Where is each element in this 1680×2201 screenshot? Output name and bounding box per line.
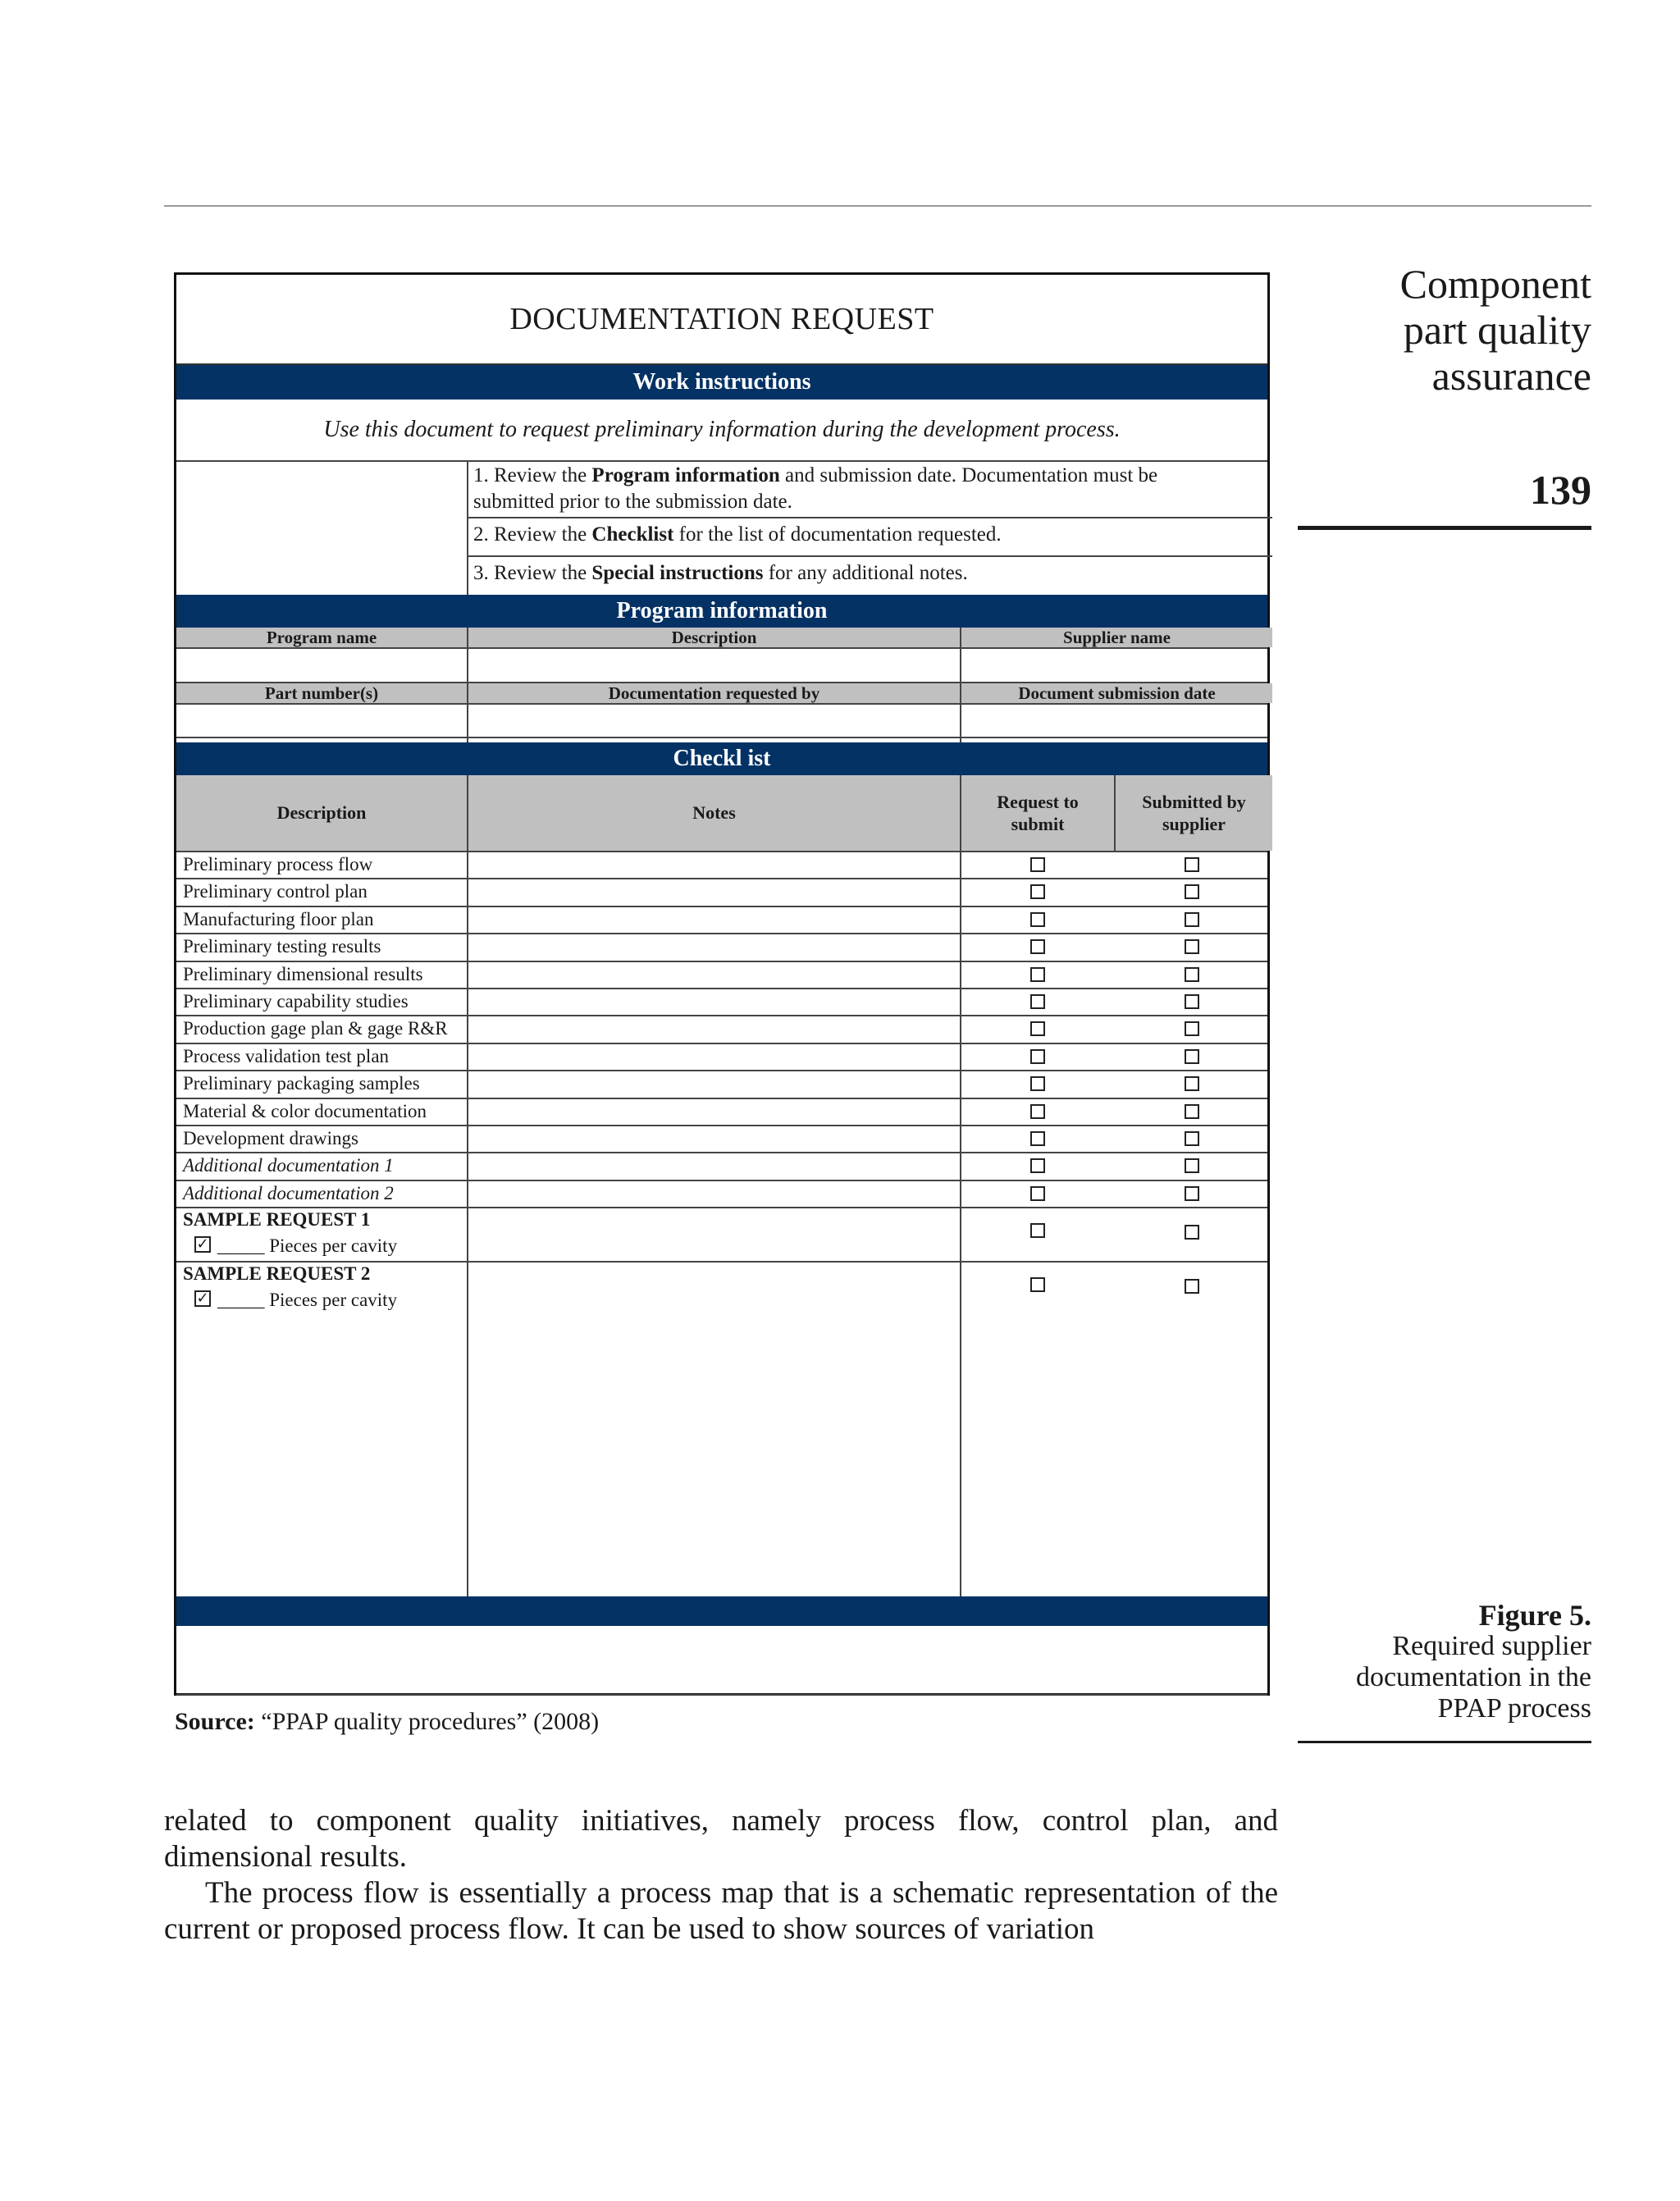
instruction-text: for the list of documentation requested. <box>673 523 1002 546</box>
instruction-text: 3. Review the <box>473 562 592 584</box>
col-label-line: supplier <box>1162 814 1226 834</box>
supplier-name-label: Supplier name <box>961 628 1272 647</box>
request-checkbox[interactable] <box>1030 1076 1045 1091</box>
instruction-3 <box>473 560 968 587</box>
page-number-rule <box>1298 526 1591 530</box>
checklist-item-label: Material & color documentation <box>183 1100 427 1121</box>
pieces-per-cavity: _____ Pieces per cavity <box>217 1235 398 1257</box>
program-name-label: Program name <box>176 628 467 647</box>
instruction-bold: Special instructions <box>591 562 764 584</box>
instruction-text: submitted prior to the submission date. <box>473 491 792 513</box>
divider <box>176 1043 1267 1044</box>
divider <box>176 933 1267 934</box>
checklist-item-label: Additional documentation 1 <box>183 1155 394 1176</box>
submitted-checkbox[interactable] <box>1185 939 1199 954</box>
submitted-by-supplier-col <box>1116 775 1272 851</box>
running-title-line: assurance <box>1431 353 1591 399</box>
divider <box>467 851 468 1596</box>
instruction-bold: Checklist <box>591 523 674 546</box>
sample-request-title: SAMPLE REQUEST 2 <box>183 1263 371 1285</box>
caption-line: documentation in the <box>1355 1662 1591 1692</box>
divider <box>176 1070 1267 1071</box>
submitted-checkbox[interactable] <box>1185 1104 1199 1119</box>
divider <box>960 851 961 1596</box>
divider <box>467 517 1272 518</box>
instruction-text: 1. Review the <box>473 464 592 486</box>
divider <box>176 988 1267 989</box>
request-checkbox[interactable] <box>1030 912 1045 927</box>
divider <box>176 1125 1267 1126</box>
divider <box>176 1152 1267 1153</box>
sample-request-title: SAMPLE REQUEST 1 <box>183 1209 371 1231</box>
instruction-2 <box>473 522 1002 548</box>
divider <box>176 460 1267 462</box>
part-numbers-label: Part number(s) <box>176 683 467 703</box>
request-to-submit-col <box>961 775 1114 851</box>
header-rule <box>164 205 1591 207</box>
submitted-checkbox[interactable] <box>1185 1131 1199 1146</box>
divider <box>176 878 1267 879</box>
submitted-checkbox[interactable] <box>1185 1076 1199 1091</box>
submitted-checkbox[interactable] <box>1185 1049 1199 1064</box>
form-title: DOCUMENTATION REQUEST <box>176 275 1267 365</box>
running-title <box>1263 261 1591 399</box>
request-checkbox[interactable] <box>1030 1049 1045 1064</box>
request-checkbox[interactable] <box>1030 1186 1045 1201</box>
program-info-header: Program information <box>176 595 1267 628</box>
source-text: “PPAP quality procedures” (2008) <box>254 1708 600 1735</box>
checklist-item-label: Production gage plan & gage R&R <box>183 1018 448 1039</box>
checklist-item-label: Additional documentation 2 <box>183 1182 394 1203</box>
checklist-item-label: Preliminary process flow <box>183 854 373 874</box>
checklist-item-label: Process validation test plan <box>183 1045 390 1066</box>
figure-label: Figure 5. <box>1478 1599 1591 1632</box>
instruction-1 <box>473 463 1157 515</box>
pieces-per-cavity: _____ Pieces per cavity <box>217 1290 398 1311</box>
divider <box>467 555 1272 557</box>
submitted-checkbox[interactable] <box>1185 1279 1199 1294</box>
divider <box>176 703 1267 705</box>
instruction-text: and submission date. Documentation must be <box>779 464 1158 486</box>
request-checkbox[interactable] <box>1030 1158 1045 1173</box>
submitted-checkbox[interactable] <box>1185 857 1199 872</box>
checklist-item-label: Preliminary control plan <box>183 881 368 902</box>
divider <box>176 1207 1267 1208</box>
instruction-bold: Program information <box>591 464 780 486</box>
divider <box>176 851 1267 852</box>
submitted-checkbox[interactable] <box>1185 994 1199 1009</box>
divider <box>176 1261 1267 1263</box>
checked-box-icon[interactable]: ✓ <box>194 1290 211 1307</box>
submission-date-label: Document submission date <box>961 683 1272 703</box>
request-checkbox[interactable] <box>1030 1223 1045 1238</box>
divider <box>176 961 1267 962</box>
page-number: 139 <box>1530 467 1591 513</box>
checklist-item-label: Preliminary dimensional results <box>183 963 423 984</box>
figure-caption <box>1296 1600 1591 1724</box>
col-label-line: Request to <box>997 792 1079 812</box>
request-checkbox[interactable] <box>1030 1021 1045 1036</box>
submitted-checkbox[interactable] <box>1185 884 1199 899</box>
request-checkbox[interactable] <box>1030 884 1045 899</box>
caption-rule <box>1298 1741 1591 1743</box>
source-label: Source: <box>175 1708 255 1735</box>
divider <box>176 647 1267 649</box>
checked-box-icon[interactable]: ✓ <box>194 1236 211 1253</box>
request-checkbox[interactable] <box>1030 1104 1045 1119</box>
form-intro: Use this document to request preliminary information during the development process. <box>323 417 1121 442</box>
requested-by-label: Documentation requested by <box>468 683 960 703</box>
col-label-line: submit <box>1011 814 1065 834</box>
request-checkbox[interactable] <box>1030 1277 1045 1292</box>
divider <box>176 1180 1267 1181</box>
checklist-item-label: Preliminary capability studies <box>183 991 409 1011</box>
checklist-item-label: Manufacturing floor plan <box>183 908 374 929</box>
submitted-checkbox[interactable] <box>1185 912 1199 927</box>
body-paragraph-1: related to component quality initiatives, namely process flow, control plan, and dimensional results. <box>164 1804 1278 1874</box>
divider <box>1114 775 1116 851</box>
figure-source <box>175 1708 599 1736</box>
submitted-checkbox[interactable] <box>1185 1225 1199 1240</box>
checklist-notes-col: Notes <box>468 775 960 851</box>
caption-line: PPAP process <box>1437 1693 1591 1724</box>
caption-line: Required supplier <box>1392 1631 1591 1661</box>
checklist-item-label: Preliminary testing results <box>183 936 381 957</box>
running-title-line: part quality <box>1403 307 1591 353</box>
divider <box>176 1015 1267 1016</box>
divider <box>176 906 1267 907</box>
submitted-checkbox[interactable] <box>1185 1021 1199 1036</box>
checklist-header: Checkl ist <box>176 742 1267 775</box>
request-checkbox[interactable] <box>1030 967 1045 982</box>
divider <box>176 737 1267 738</box>
work-instructions-header: Work instructions <box>176 365 1267 400</box>
checklist-description-col: Description <box>176 775 467 851</box>
documentation-request-form <box>174 272 1270 1696</box>
submitted-checkbox[interactable] <box>1185 967 1199 982</box>
running-title-line: Component <box>1399 261 1591 307</box>
col-label-line: Submitted by <box>1142 792 1246 812</box>
divider <box>176 1098 1267 1099</box>
special-instructions-header <box>176 1596 1267 1626</box>
notes-line <box>176 1694 1267 1696</box>
request-checkbox[interactable] <box>1030 1131 1045 1146</box>
description-label: Description <box>468 628 960 647</box>
request-checkbox[interactable] <box>1030 939 1045 954</box>
request-checkbox[interactable] <box>1030 857 1045 872</box>
instruction-text: for any additional notes. <box>763 562 968 584</box>
submitted-checkbox[interactable] <box>1185 1186 1199 1201</box>
submitted-checkbox[interactable] <box>1185 1158 1199 1173</box>
request-checkbox[interactable] <box>1030 994 1045 1009</box>
instruction-text: 2. Review the <box>473 523 592 546</box>
checklist-item-label: Development drawings <box>183 1128 358 1148</box>
checklist-item-label: Preliminary packaging samples <box>183 1073 420 1094</box>
body-paragraph-2: The process flow is essentially a process map that is a schematic representation of the current or proposed process flow. It can be used to show sources of variation <box>164 1876 1278 1946</box>
